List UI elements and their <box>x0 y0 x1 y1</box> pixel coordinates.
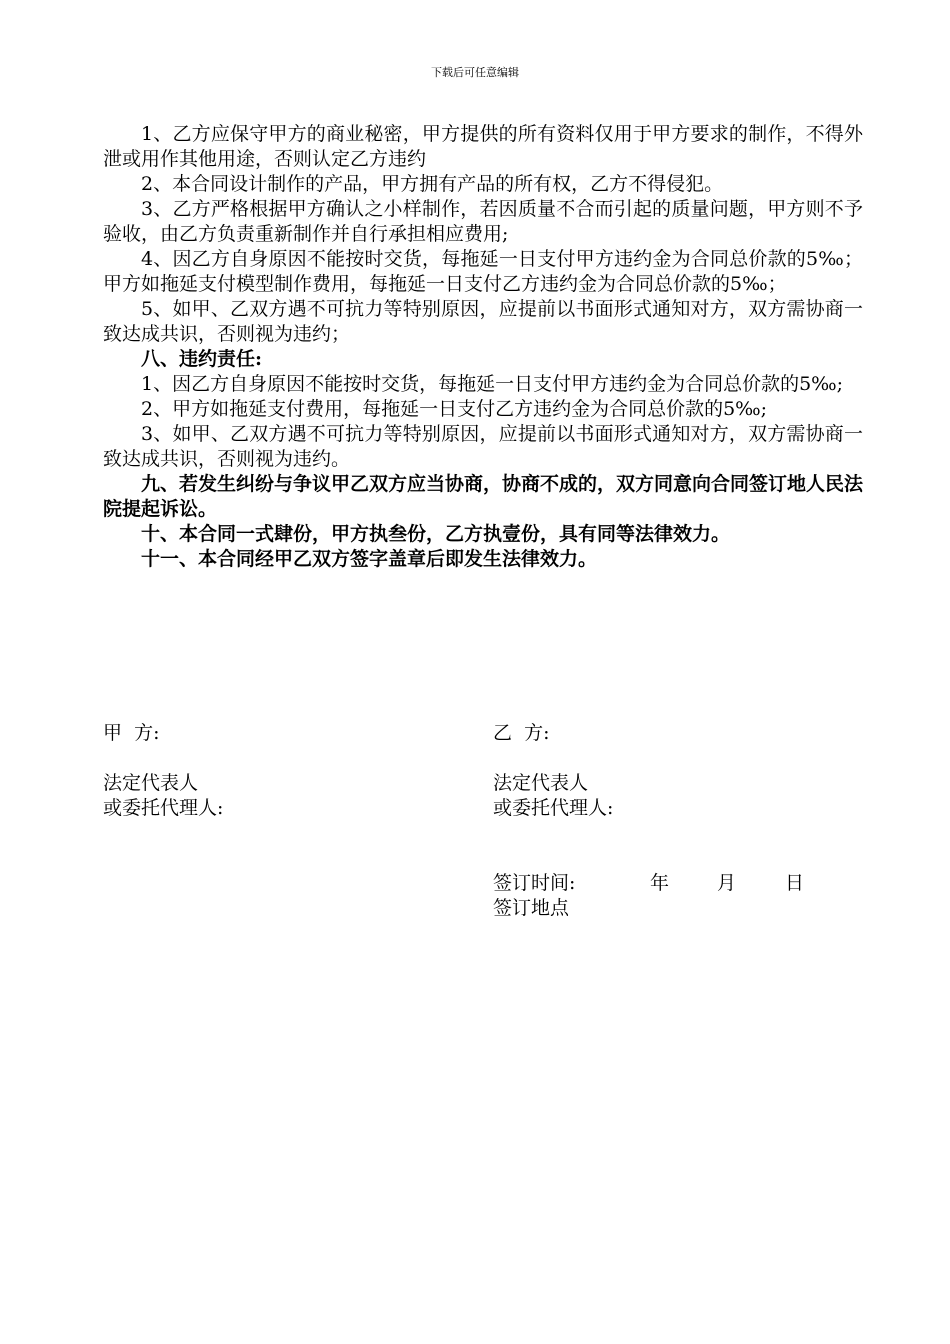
clause-ownership: 2、本合同设计制作的产品，甲方拥有产品的所有权，乙方不得侵犯。 <box>141 173 724 195</box>
section-dispute: 九、若发生纠纷与争议甲乙双方应当协商，协商不成的，双方同意向合同签订地人民法院提起诉讼。 <box>103 473 864 520</box>
party-b-representative: 法定代表人 <box>493 772 589 794</box>
signing-place-label: 签订地点 <box>493 897 570 919</box>
date-year-unit: 年 <box>650 872 670 894</box>
clause-force-majeure: 5、如甲、乙双方遇不可抗力等特别原因，应提前以书面形式通知对方，双方需协商一致达成共识，否则视为违约； <box>103 298 863 345</box>
date-month-unit: 月 <box>717 872 737 894</box>
liability-item-2: 2、甲方如拖延支付费用，每拖延一日支付乙方违约金为合同总价款的5‰; <box>141 398 768 420</box>
party-a-label: 甲 方: <box>103 722 160 744</box>
clause-quality: 3、乙方严格根据甲方确认之小样制作，若因质量不合而引起的质量问题，甲方则不予验收，由乙方负责重新制作并自行承担相应费用; <box>103 198 863 245</box>
liability-item-1: 1、因乙方自身原因不能按时交货，每拖延一日支付甲方违约金为合同总价款的5‰; <box>141 373 844 395</box>
clause-delay-penalty: 4、因乙方自身原因不能按时交货，每拖延一日支付甲方违约金为合同总价款的5‰；甲方如拖延支付模型制作费用，每拖延一日支付乙方违约金为合同总价款的5‰； <box>103 248 863 295</box>
party-a-agent: 或委托代理人: <box>103 797 224 819</box>
contract-body <box>103 122 863 572</box>
liability-item-3: 3、如甲、乙双方遇不可抗力等特别原因，应提前以书面形式通知对方，双方需协商一致达成共识，否则视为违约。 <box>103 423 863 470</box>
party-b-agent: 或委托代理人: <box>493 797 614 819</box>
date-day-unit: 日 <box>785 872 805 894</box>
section-effect: 十一、本合同经甲乙双方签字盖章后即发生法律效力。 <box>141 548 598 570</box>
section-copies: 十、本合同一式肆份，甲方执叁份，乙方执壹份，具有同等法律效力。 <box>141 523 731 545</box>
section-heading-liability: 八、违约责任: <box>141 348 263 370</box>
party-b-label: 乙 方: <box>493 722 550 744</box>
signing-date-label: 签订时间: <box>493 872 576 894</box>
party-a-representative: 法定代表人 <box>103 772 199 794</box>
page-header: 下载后可任意编辑 <box>431 66 519 79</box>
clause-confidentiality: 1、乙方应保守甲方的商业秘密，甲方提供的所有资料仅用于甲方要求的制作，不得外泄或用作其他用途，否则认定乙方违约 <box>103 123 863 170</box>
